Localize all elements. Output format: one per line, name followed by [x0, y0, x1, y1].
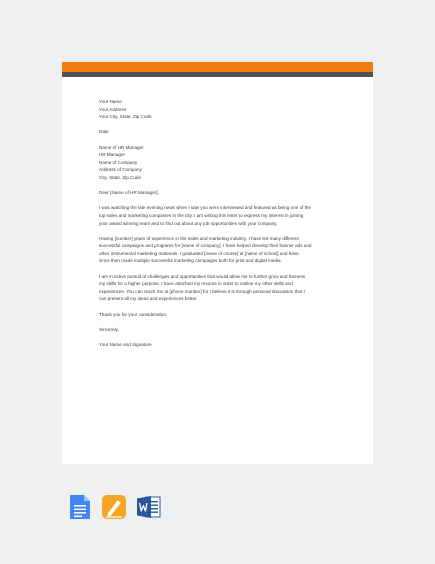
document-preview	[62, 62, 373, 464]
recipient-title: HR Manager	[99, 152, 126, 158]
apple-pages-icon[interactable]	[101, 494, 127, 520]
paragraph-line: experiences. You can reach me at [phone number] for I believe it is through personal discussion that I	[99, 288, 305, 294]
paragraph-line: successful campaigns and programs for [name of company]. I have helped develop their banner ads and	[99, 243, 312, 249]
paragraph-line: I am in active pursuit of challenges and opportunities that would allow me to further grow and harness	[99, 273, 306, 279]
paragraph-2	[99, 235, 349, 265]
header-secondary-bar	[62, 72, 373, 77]
letter-date: Date	[99, 129, 109, 135]
recipient-city: City, State, Zip Code	[99, 174, 142, 180]
microsoft-word-icon[interactable]	[136, 494, 162, 520]
sender-address: Your Address	[99, 106, 127, 112]
paragraph-line: my skills for a higher purpose. I have attached my resume in order to outline my other skills and	[99, 281, 293, 287]
paragraph-line: since then made multiple successful marketing campaigns both for print and digital media.	[99, 258, 282, 264]
recipient-address: Address of Company	[99, 167, 142, 173]
format-icons	[67, 494, 167, 520]
paragraph-line: top sales and marketing companies in the city. I am writing this letter to express my interest in joining	[99, 212, 304, 218]
letter-body	[99, 98, 349, 349]
salutation: Dear [Name of HR Manager],	[99, 190, 159, 196]
recipient-block	[99, 144, 349, 182]
paragraph-1	[99, 204, 349, 227]
sender-block	[99, 98, 349, 121]
signature-line: Your Name and Signature	[99, 342, 152, 347]
sender-city: Your City, State, Zip Code	[99, 114, 152, 120]
sender-name: Your Name	[99, 99, 122, 104]
paragraph-3	[99, 273, 349, 303]
closing-line: Sincerely,	[99, 326, 119, 332]
paragraph-line: your award winning team and to find out about any job opportunities with your company.	[99, 220, 278, 226]
paragraph-line: I was watching the late evening news when I saw you were interviewed and featured as being one of the	[99, 205, 311, 211]
header-accent-bar	[62, 62, 373, 72]
recipient-name: Name of HR Manager	[99, 144, 144, 150]
thanks-line: Thank you for your consideration.	[99, 311, 168, 317]
paragraph-line: other instrumental marketing materials. I graduated [name of course] at [name of school] and have	[99, 250, 299, 256]
paragraph-line: Having [number] years of experience in the sales and marketing industry, I have led many different	[99, 235, 299, 241]
recipient-company: Name of Company	[99, 159, 138, 165]
google-docs-icon[interactable]	[67, 494, 93, 520]
paragraph-line: can present all my ideas and experiences better.	[99, 296, 198, 302]
